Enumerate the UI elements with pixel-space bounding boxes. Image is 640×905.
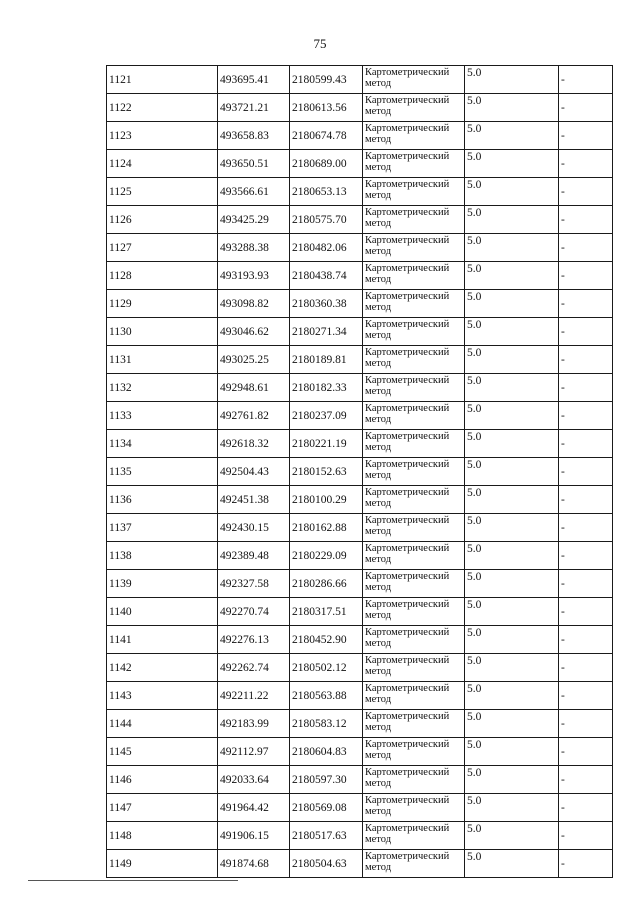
method-cell: Картометрический метод [363, 206, 465, 234]
table-row [107, 514, 613, 542]
note-cell: - [559, 794, 613, 822]
y-coordinate-cell: 2180569.08 [290, 794, 363, 822]
note-cell: - [559, 598, 613, 626]
table-row [107, 738, 613, 766]
point-number-cell: 1123 [107, 122, 218, 150]
y-coordinate-cell: 2180229.09 [290, 542, 363, 570]
x-coordinate-cell: 492389.48 [218, 542, 290, 570]
method-cell: Картометрический метод [363, 822, 465, 850]
method-cell: Картометрический метод [363, 570, 465, 598]
note-cell: - [559, 738, 613, 766]
point-number-cell: 1122 [107, 94, 218, 122]
y-coordinate-cell: 2180597.30 [290, 766, 363, 794]
method-cell: Картометрический метод [363, 122, 465, 150]
point-number-cell: 1149 [107, 850, 218, 878]
x-coordinate-cell: 492430.15 [218, 514, 290, 542]
x-coordinate-cell: 493046.62 [218, 318, 290, 346]
point-number-cell: 1139 [107, 570, 218, 598]
method-cell: Картометрический метод [363, 654, 465, 682]
x-coordinate-cell: 493098.82 [218, 290, 290, 318]
table-row [107, 486, 613, 514]
x-coordinate-cell: 492276.13 [218, 626, 290, 654]
coordinates-table [106, 65, 613, 878]
accuracy-cell: 5.0 [465, 234, 559, 262]
table-row [107, 850, 613, 878]
table-row [107, 626, 613, 654]
accuracy-cell: 5.0 [465, 430, 559, 458]
method-cell: Картометрический метод [363, 150, 465, 178]
method-cell: Картометрический метод [363, 290, 465, 318]
method-cell: Картометрический метод [363, 458, 465, 486]
y-coordinate-cell: 2180189.81 [290, 346, 363, 374]
x-coordinate-cell: 493288.38 [218, 234, 290, 262]
accuracy-cell: 5.0 [465, 486, 559, 514]
y-coordinate-cell: 2180482.06 [290, 234, 363, 262]
point-number-cell: 1130 [107, 318, 218, 346]
y-coordinate-cell: 2180360.38 [290, 290, 363, 318]
point-number-cell: 1144 [107, 710, 218, 738]
accuracy-cell: 5.0 [465, 346, 559, 374]
table-row [107, 430, 613, 458]
accuracy-cell: 5.0 [465, 710, 559, 738]
method-cell: Картометрический метод [363, 598, 465, 626]
method-cell: Картометрический метод [363, 94, 465, 122]
accuracy-cell: 5.0 [465, 150, 559, 178]
accuracy-cell: 5.0 [465, 598, 559, 626]
x-coordinate-cell: 492451.38 [218, 486, 290, 514]
method-cell: Картометрический метод [363, 262, 465, 290]
y-coordinate-cell: 2180152.63 [290, 458, 363, 486]
accuracy-cell: 5.0 [465, 654, 559, 682]
point-number-cell: 1127 [107, 234, 218, 262]
method-cell: Картометрический метод [363, 794, 465, 822]
table-row [107, 94, 613, 122]
page-number: 75 [313, 36, 327, 51]
note-cell: - [559, 542, 613, 570]
y-coordinate-cell: 2180221.19 [290, 430, 363, 458]
table-row [107, 598, 613, 626]
point-number-cell: 1148 [107, 822, 218, 850]
x-coordinate-cell: 491874.68 [218, 850, 290, 878]
x-coordinate-cell: 491964.42 [218, 794, 290, 822]
y-coordinate-cell: 2180599.43 [290, 66, 363, 94]
accuracy-cell: 5.0 [465, 766, 559, 794]
method-cell: Картометрический метод [363, 402, 465, 430]
footer-rule [28, 880, 238, 881]
accuracy-cell: 5.0 [465, 318, 559, 346]
accuracy-cell: 5.0 [465, 738, 559, 766]
note-cell: - [559, 514, 613, 542]
table-row [107, 766, 613, 794]
method-cell: Картометрический метод [363, 514, 465, 542]
x-coordinate-cell: 493025.25 [218, 346, 290, 374]
x-coordinate-cell: 491906.15 [218, 822, 290, 850]
table-body [107, 66, 613, 878]
point-number-cell: 1133 [107, 402, 218, 430]
method-cell: Картометрический метод [363, 766, 465, 794]
note-cell: - [559, 346, 613, 374]
point-number-cell: 1136 [107, 486, 218, 514]
x-coordinate-cell: 493658.83 [218, 122, 290, 150]
accuracy-cell: 5.0 [465, 822, 559, 850]
method-cell: Картометрический метод [363, 374, 465, 402]
y-coordinate-cell: 2180563.88 [290, 682, 363, 710]
table-row [107, 794, 613, 822]
table-row [107, 822, 613, 850]
method-cell: Картометрический метод [363, 626, 465, 654]
accuracy-cell: 5.0 [465, 542, 559, 570]
method-cell: Картометрический метод [363, 542, 465, 570]
point-number-cell: 1145 [107, 738, 218, 766]
y-coordinate-cell: 2180517.63 [290, 822, 363, 850]
accuracy-cell: 5.0 [465, 94, 559, 122]
table-row [107, 66, 613, 94]
note-cell: - [559, 654, 613, 682]
note-cell: - [559, 178, 613, 206]
y-coordinate-cell: 2180100.29 [290, 486, 363, 514]
table-row [107, 150, 613, 178]
note-cell: - [559, 122, 613, 150]
point-number-cell: 1147 [107, 794, 218, 822]
y-coordinate-cell: 2180653.13 [290, 178, 363, 206]
accuracy-cell: 5.0 [465, 178, 559, 206]
method-cell: Картометрический метод [363, 850, 465, 878]
accuracy-cell: 5.0 [465, 206, 559, 234]
x-coordinate-cell: 492948.61 [218, 374, 290, 402]
point-number-cell: 1137 [107, 514, 218, 542]
point-number-cell: 1124 [107, 150, 218, 178]
x-coordinate-cell: 493650.51 [218, 150, 290, 178]
table-row [107, 262, 613, 290]
accuracy-cell: 5.0 [465, 262, 559, 290]
point-number-cell: 1132 [107, 374, 218, 402]
x-coordinate-cell: 492183.99 [218, 710, 290, 738]
point-number-cell: 1146 [107, 766, 218, 794]
accuracy-cell: 5.0 [465, 458, 559, 486]
point-number-cell: 1135 [107, 458, 218, 486]
note-cell: - [559, 682, 613, 710]
table-row [107, 206, 613, 234]
x-coordinate-cell: 493721.21 [218, 94, 290, 122]
point-number-cell: 1126 [107, 206, 218, 234]
x-coordinate-cell: 492504.43 [218, 458, 290, 486]
point-number-cell: 1129 [107, 290, 218, 318]
method-cell: Картометрический метод [363, 682, 465, 710]
table-row [107, 654, 613, 682]
method-cell: Картометрический метод [363, 486, 465, 514]
y-coordinate-cell: 2180613.56 [290, 94, 363, 122]
point-number-cell: 1143 [107, 682, 218, 710]
table-row [107, 346, 613, 374]
table-row [107, 402, 613, 430]
table-row [107, 542, 613, 570]
y-coordinate-cell: 2180452.90 [290, 626, 363, 654]
point-number-cell: 1128 [107, 262, 218, 290]
method-cell: Картометрический метод [363, 430, 465, 458]
point-number-cell: 1121 [107, 66, 218, 94]
x-coordinate-cell: 492262.74 [218, 654, 290, 682]
x-coordinate-cell: 493695.41 [218, 66, 290, 94]
note-cell: - [559, 850, 613, 878]
point-number-cell: 1138 [107, 542, 218, 570]
table-row [107, 178, 613, 206]
note-cell: - [559, 402, 613, 430]
note-cell: - [559, 234, 613, 262]
y-coordinate-cell: 2180604.83 [290, 738, 363, 766]
method-cell: Картометрический метод [363, 318, 465, 346]
x-coordinate-cell: 492761.82 [218, 402, 290, 430]
note-cell: - [559, 822, 613, 850]
note-cell: - [559, 66, 613, 94]
y-coordinate-cell: 2180502.12 [290, 654, 363, 682]
method-cell: Картометрический метод [363, 178, 465, 206]
y-coordinate-cell: 2180504.63 [290, 850, 363, 878]
y-coordinate-cell: 2180162.88 [290, 514, 363, 542]
method-cell: Картометрический метод [363, 234, 465, 262]
accuracy-cell: 5.0 [465, 626, 559, 654]
accuracy-cell: 5.0 [465, 402, 559, 430]
table-row [107, 570, 613, 598]
note-cell: - [559, 150, 613, 178]
table-row [107, 458, 613, 486]
x-coordinate-cell: 492270.74 [218, 598, 290, 626]
point-number-cell: 1125 [107, 178, 218, 206]
y-coordinate-cell: 2180674.78 [290, 122, 363, 150]
table-row [107, 318, 613, 346]
note-cell: - [559, 94, 613, 122]
method-cell: Картометрический метод [363, 66, 465, 94]
point-number-cell: 1140 [107, 598, 218, 626]
x-coordinate-cell: 492112.97 [218, 738, 290, 766]
accuracy-cell: 5.0 [465, 122, 559, 150]
y-coordinate-cell: 2180286.66 [290, 570, 363, 598]
note-cell: - [559, 430, 613, 458]
y-coordinate-cell: 2180182.33 [290, 374, 363, 402]
note-cell: - [559, 486, 613, 514]
note-cell: - [559, 374, 613, 402]
note-cell: - [559, 626, 613, 654]
table-row [107, 234, 613, 262]
x-coordinate-cell: 492033.64 [218, 766, 290, 794]
table-row [107, 290, 613, 318]
x-coordinate-cell: 492211.22 [218, 682, 290, 710]
accuracy-cell: 5.0 [465, 850, 559, 878]
method-cell: Картометрический метод [363, 738, 465, 766]
table-row [107, 682, 613, 710]
table-row [107, 710, 613, 738]
y-coordinate-cell: 2180271.34 [290, 318, 363, 346]
note-cell: - [559, 206, 613, 234]
note-cell: - [559, 710, 613, 738]
method-cell: Картометрический метод [363, 710, 465, 738]
note-cell: - [559, 766, 613, 794]
x-coordinate-cell: 493425.29 [218, 206, 290, 234]
x-coordinate-cell: 492618.32 [218, 430, 290, 458]
method-cell: Картометрический метод [363, 346, 465, 374]
y-coordinate-cell: 2180237.09 [290, 402, 363, 430]
y-coordinate-cell: 2180583.12 [290, 710, 363, 738]
x-coordinate-cell: 493566.61 [218, 178, 290, 206]
note-cell: - [559, 290, 613, 318]
y-coordinate-cell: 2180689.00 [290, 150, 363, 178]
accuracy-cell: 5.0 [465, 374, 559, 402]
accuracy-cell: 5.0 [465, 570, 559, 598]
note-cell: - [559, 458, 613, 486]
y-coordinate-cell: 2180317.51 [290, 598, 363, 626]
point-number-cell: 1131 [107, 346, 218, 374]
point-number-cell: 1134 [107, 430, 218, 458]
point-number-cell: 1141 [107, 626, 218, 654]
note-cell: - [559, 570, 613, 598]
y-coordinate-cell: 2180438.74 [290, 262, 363, 290]
accuracy-cell: 5.0 [465, 514, 559, 542]
note-cell: - [559, 318, 613, 346]
table-row [107, 374, 613, 402]
x-coordinate-cell: 493193.93 [218, 262, 290, 290]
accuracy-cell: 5.0 [465, 794, 559, 822]
accuracy-cell: 5.0 [465, 682, 559, 710]
table-row [107, 122, 613, 150]
x-coordinate-cell: 492327.58 [218, 570, 290, 598]
accuracy-cell: 5.0 [465, 290, 559, 318]
y-coordinate-cell: 2180575.70 [290, 206, 363, 234]
accuracy-cell: 5.0 [465, 66, 559, 94]
point-number-cell: 1142 [107, 654, 218, 682]
note-cell: - [559, 262, 613, 290]
